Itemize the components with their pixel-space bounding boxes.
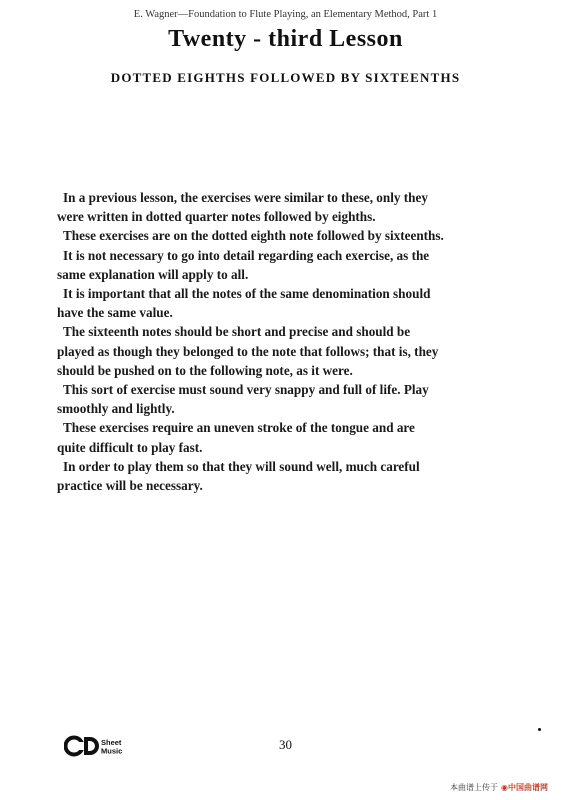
paragraph-7 bbox=[57, 418, 543, 456]
paragraph-5 bbox=[57, 322, 543, 380]
logo-label: Sheet bbox=[101, 738, 122, 747]
lesson-title: Twenty - third Lesson bbox=[168, 26, 403, 52]
line: practice will be necessary. bbox=[57, 478, 203, 494]
line: It is not necessary to go into detail regarding each exercise, as the bbox=[63, 247, 430, 263]
line: same explanation will apply to all. bbox=[57, 266, 249, 282]
lesson-body bbox=[57, 188, 543, 495]
line: These exercises are on the dotted eighth note followed by sixteenths. bbox=[63, 228, 444, 244]
line: were written in dotted quarter notes followed by eighths. bbox=[57, 209, 376, 225]
watermark-site-badge bbox=[501, 782, 548, 793]
line: should be pushed on to the following note, as it were. bbox=[57, 362, 353, 378]
paragraph-2 bbox=[63, 226, 543, 245]
watermark-text: 本曲谱上传于 bbox=[450, 783, 498, 792]
line: This sort of exercise must sound very snappy and full of life. Play bbox=[63, 382, 429, 398]
line: have the same value. bbox=[57, 305, 173, 321]
page-number: 30 bbox=[279, 737, 292, 752]
line: These exercises require an uneven stroke of the tongue and are bbox=[63, 420, 415, 436]
paragraph-4 bbox=[57, 284, 543, 322]
ink-dot bbox=[538, 728, 541, 731]
paragraph-8 bbox=[57, 457, 543, 495]
line: played as though they belonged to the note that follows; that is, they bbox=[57, 343, 439, 359]
svg-text:Music: Music bbox=[101, 746, 123, 756]
watermark bbox=[450, 782, 548, 793]
paragraph-1 bbox=[57, 188, 543, 226]
running-head: E. Wagner—Foundation to Flute Playing, an Elementary Method, Part 1 bbox=[133, 9, 438, 20]
line: The sixteenth notes should be short and precise and should be bbox=[63, 324, 411, 340]
site-logo-icon: ◉ bbox=[501, 783, 508, 792]
lesson-subtitle: DOTTED EIGHTHS FOLLOWED BY SIXTEENTHS bbox=[110, 70, 461, 85]
line: quite difficult to play fast. bbox=[57, 439, 203, 455]
watermark-site: 中国曲谱网 bbox=[507, 783, 548, 792]
paragraph-6 bbox=[57, 380, 543, 418]
line: In order to play them so that they will sound well, much careful bbox=[63, 458, 420, 474]
line: smoothly and lightly. bbox=[57, 401, 175, 417]
line: It is important that all the notes of the same denomination should bbox=[63, 286, 431, 302]
paragraph-3 bbox=[57, 246, 543, 284]
line: In a previous lesson, the exercises were similar to these, only they bbox=[63, 190, 428, 205]
